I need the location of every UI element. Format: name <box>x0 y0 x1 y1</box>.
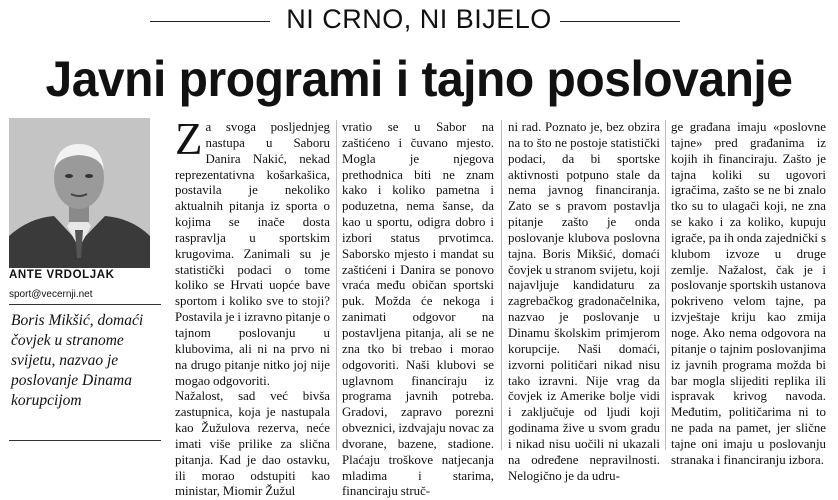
column-divider <box>665 120 666 450</box>
author-portrait-icon <box>9 118 150 268</box>
section-kicker <box>0 4 838 34</box>
pullquote-rule-bottom <box>9 440 161 441</box>
kicker-rule-right <box>560 21 680 22</box>
article-column-1-text: a svoga posljednjeg nastupa u Saboru Danira Nakić, nekad reprezentativna košarkašica, postavila je nekoliko aktualnih pitanja iz sporta o kojima se inače dosta raspravlja u sportskim krugovima. Zanimali su je statistički podaci o tome koliko se Hrvati uopće bave sportom i koliko sve to stoji? Postavila je i izravno pitanje o tajnom poslovanju u klubovima, ali ni na prvo ni na drugo pitanje nitko joj nije mogao odgovoriti. Nažalost, sad već bivša zastupnica, koja je nastupala kao Žužulova rezerva, neće imati više prilike za slična pitanja. Kad je dao ostavku, ili morao odstupiti kao ministar, Miomir Žužul <box>175 120 330 499</box>
drop-cap: Z <box>175 114 203 164</box>
kicker-text: NI CRNO, NI BIJELO <box>286 4 552 34</box>
column-divider <box>336 120 337 450</box>
article-column-3: ni rad. Poznato je, bez obzira na to što ne postoje statistički podaci, da bi sportske aktivnosti potpuno stale da nema javnog financiranja. Zato se s pravom postavlja pitanje zašto je onda poslovanje klubova poslovna tajna. Boris Mikšić, domaći čovjek u stranom svijetu, koji najavljuje kandidaturu za zagrebačkog gradonačelnika, nazvao je poslovanje u Dinamu školskim primjerom korupcije. Naši domaći, izvorni političari nikad nisu tako izravni. Nije vrag da čovjek iz Amerike bolje vidi i zaključuje od ljudi koji godinama žive u svom gradu i nikad nisu uočili ni ukazali na određene nepravilnosti. Nelogično je da udru- <box>508 120 660 483</box>
portrait-drawing <box>9 118 150 268</box>
article-column-1 <box>175 114 330 500</box>
author-email[interactable]: sport@vecernji.net <box>9 289 93 300</box>
headline: Javni programi i tajno poslovanje <box>45 51 793 107</box>
author-name: ANTE VRDOLJAK <box>9 269 115 281</box>
pullquote-rule-top <box>9 304 161 305</box>
pullquote: Boris Mikšić, domaći čovjek u stranome svijetu, nazvao je poslovanje Dinama korupcijom <box>11 312 144 409</box>
article-column-4: ge građana imaju «poslovne tajne» pred građanima iz kojih ih financiraju. Zašto je tajna koliki su ugovori igračima, zašto se ne bi znalo tko su to ulagači koji, ne zna se kako i za koliko, kupuju igrače, pa ih onda zajednički s klubom izvoze u druge zemlje. Nažalost, čak je i poslovanje sportskih ustanova pokriveno velom tajne, pa izvještaje kriju kao zmija noge. Ako nema odgovora na pitanje o tajnim poslovanjima iz javnih programa možda bi bar mogla slijediti replika ili ispravak krivog navoda. Međutim, političarima ni to ne pada na pamet, jer slične tajne oni imaju u poslovanju stranaka i financiranju izbora. <box>671 120 826 467</box>
column-divider <box>501 120 502 450</box>
article-column-2: vratio se u Sabor na zaštićeno i čuvano mjesto. Mogla je njegova prethodnica biti ne znam kako i koliko pametna i poduzetna, nema šanse, da kao u sportu, odigra dobro i izbori status prvotimca. Saborsko mjesto i mandat su zaštićeni i Danira se ponovo vraća među običan sportski puk. Možda će nekoga i zanimati odgovor na postavljena pitanja, ali se ne zna tko bi trebao i morao odgovoriti. Naši klubovi se uglavnom financiraju iz programa javnih potreba. Gradovi, zapravo porezni obveznici, izdvajaju novac za dvorane, bazene, stadione. Plaćaju troškove natjecanja mladima i starima, financiraju struč- <box>342 120 494 499</box>
